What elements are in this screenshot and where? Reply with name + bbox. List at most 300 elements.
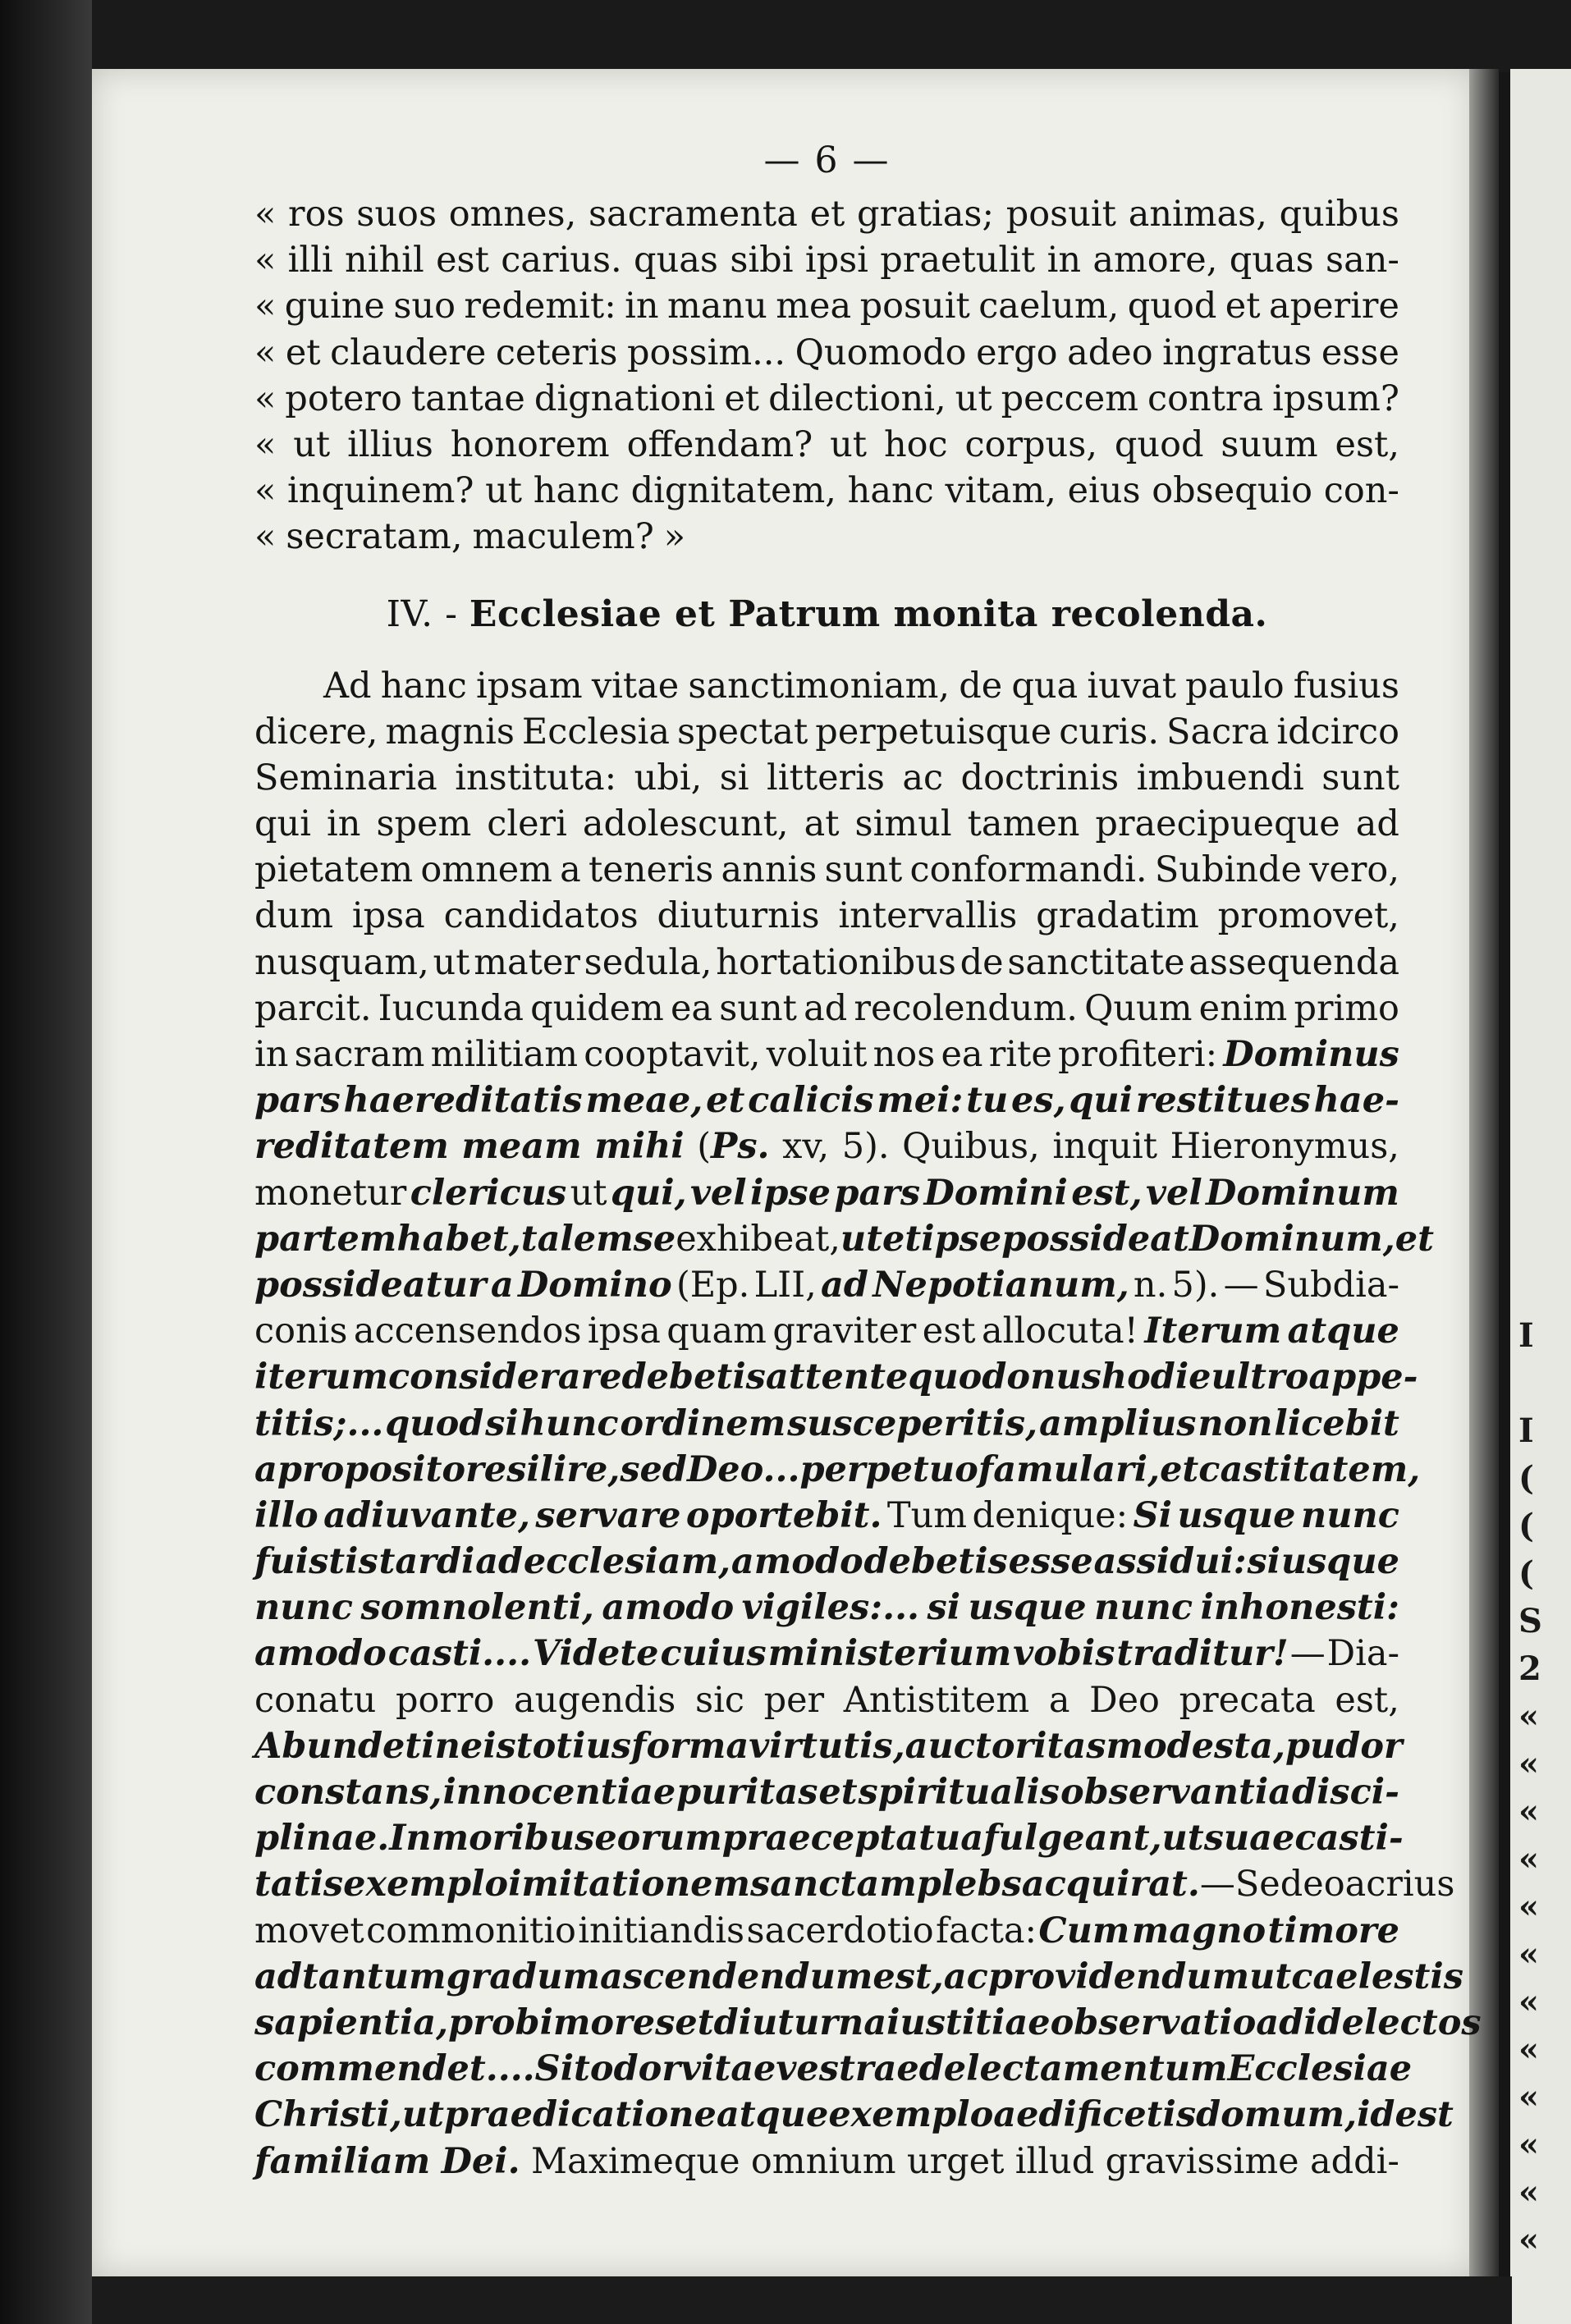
word: non [1198,1402,1273,1444]
word: illo [254,1494,318,1536]
word: ut [570,1172,607,1214]
word: et [818,1772,858,1813]
word: Hieronymus, [1170,1126,1399,1168]
word: praedicatione [444,2094,717,2136]
word: ubi, [634,757,703,798]
word: vel [1146,1172,1202,1214]
word: ad [1256,2001,1304,2043]
word: curis. [1059,711,1160,753]
word: fulgeant, [983,1818,1162,1860]
body-line [254,2092,1454,2138]
word: In [389,1818,432,1860]
body-line [254,2046,1413,2092]
word: — [1199,1864,1235,1905]
quote-line [254,283,1399,329]
word: praecepta [721,1818,919,1860]
word: initiandis [578,1910,745,1951]
body-line [254,1170,1399,1216]
word: litteris [767,757,885,798]
word: hanc [847,470,934,512]
word: maculem? [472,516,654,558]
body-line [254,940,1399,986]
word: Iterum [1144,1311,1282,1352]
word: paulo [1185,665,1285,707]
word: ad [821,1264,868,1306]
word: qui [1069,1080,1133,1122]
word: potero [285,377,402,419]
word: commonitio [366,1910,576,1951]
word: contra [1147,377,1264,419]
word: tu [966,1080,1009,1122]
word: vitam, [945,470,1056,512]
word: Dominum, [1189,1218,1395,1260]
word: ipse [749,1172,831,1214]
word: a [490,1264,514,1306]
word: ut [840,1218,883,1260]
word: et [809,194,845,235]
word: in [421,1725,460,1767]
word: dum [254,895,333,937]
word: guine [284,286,385,327]
word: conformandi. [909,849,1147,891]
word: debetis [863,1541,1008,1583]
word: « [254,240,277,281]
body-line [254,1216,1434,1262]
word: exemplo [828,2094,994,2136]
word: posuit [859,286,970,327]
word: at [804,803,840,845]
word: in [326,803,361,845]
word: con- [1323,470,1399,512]
word: ac [943,1956,988,1997]
word: sic [695,1679,744,1721]
word: ergo [976,332,1058,373]
word: vel [689,1172,747,1214]
word: mei: [877,1080,964,1122]
word: calicis [748,1080,874,1122]
word: est, [1335,423,1399,465]
word: et [1225,286,1261,327]
word: Abundet [254,1725,422,1767]
word: imitationem [508,1864,750,1905]
word: praetulit [880,240,1036,281]
body-line [254,1585,1399,1631]
word: pudor [1285,1725,1403,1767]
word: precata [1179,1679,1316,1721]
quotation-block [254,191,1399,560]
word: « [254,332,277,373]
word: denique: [972,1494,1129,1536]
word: iterum [254,1356,388,1398]
adjacent-page-glyph: « [1518,1697,1539,1736]
adjacent-page-glyph: « [1518,2078,1539,2116]
word: porro [395,1679,495,1721]
word: in [254,1034,289,1075]
word: Domino [517,1264,672,1306]
word: amplius [1038,1402,1197,1444]
section-dash: - [445,592,469,635]
word: susceperitis, [787,1402,1038,1444]
word: ut [1161,1818,1204,1860]
word: ipsam [475,665,583,707]
word: dignationi [534,377,716,419]
word: observatio [1050,2001,1257,2043]
word: odor [589,2048,681,2090]
word: recolendum. [854,987,1078,1029]
word: virtutis, [749,1725,905,1767]
word: qui [254,803,311,845]
scan-gutter-left [0,0,92,2324]
word: mater [474,941,580,983]
body-line [254,709,1399,755]
word: providendum [987,1956,1250,1997]
word: (Ep. [676,1264,750,1306]
word: mores [552,2001,676,2043]
word: meae, [585,1080,703,1122]
word: pietatem [254,849,414,891]
word: hodie [1101,1356,1211,1398]
body-line [254,1354,1418,1400]
body-line [254,755,1399,801]
word: tua [918,1818,984,1860]
word: plebs [916,1864,1022,1905]
scan-frame-top [0,0,1571,72]
word: idcirco [1276,711,1399,753]
word: clericus [410,1172,567,1214]
word: addi- [1309,2140,1399,2182]
word: Quomodo [795,332,967,373]
body-line [254,847,1399,893]
word: ecclesiam, [523,1541,731,1583]
body-line [254,1077,1399,1123]
word: Ecclesia [521,711,671,753]
word: inquinem? [287,470,474,512]
word: puritas [676,1772,818,1813]
word: iustitiae [886,2001,1051,2043]
word: Tum [886,1494,968,1536]
word: familiam [254,2140,431,2182]
word: ipsi [804,240,868,281]
word: a [254,1448,277,1490]
word: meam [461,1126,582,1168]
word: obsequio [1152,470,1313,512]
word: omnem [420,849,552,891]
word: reditatem [254,1126,449,1168]
word: vitae [591,665,680,707]
word: aperire [1268,286,1399,327]
word: Sacra [1166,711,1270,753]
word: spiritualis [858,1772,1060,1813]
word: sunt [1321,757,1399,798]
word: claudere [330,332,487,373]
word: Si [1133,1494,1172,1536]
word: modesta, [1106,1725,1285,1767]
word: fuistis [254,1541,378,1583]
word: assequenda [1189,941,1399,983]
adjacent-page-edge [1510,69,1571,2324]
adjacent-page-glyph: « [1518,2173,1539,2212]
word: moribus [431,1818,595,1860]
word: tatis [254,1864,344,1905]
body-line [254,1539,1399,1585]
section-heading [254,593,1399,635]
word: vero, [1309,849,1399,891]
word: parcit. [254,987,372,1029]
word: ut [293,423,331,465]
word: diuturna [713,2001,887,2043]
adjacent-page-glyph: « [1518,1887,1539,1926]
word: et [1160,1448,1199,1490]
word: atque [1287,1311,1399,1352]
word: militiam [430,1034,579,1075]
word: « [254,194,277,235]
word: « [254,377,277,419]
word: sunt [719,987,797,1029]
word: posuit [1005,194,1116,235]
word: redemit: [464,286,616,327]
word: innocentiae [442,1772,676,1813]
body-line [254,1631,1399,1677]
word: animas, [1128,194,1267,235]
word: et [675,2001,714,2043]
word: est [922,1311,976,1352]
word: perpetuisque [815,711,1052,753]
quote-line [254,468,1399,514]
word: omnes, [448,194,577,235]
word: cleri [487,803,567,845]
word: Ecclesiae [1227,2048,1413,2090]
word: ut [485,470,523,512]
word: hunc [520,1402,619,1444]
word: es, [1011,1080,1066,1122]
word: habet, [396,1218,521,1260]
word: nunc [254,1587,353,1629]
word: et [285,332,321,373]
adjacent-page-glyph: ( [1518,1507,1534,1545]
word: inquit [1052,1126,1158,1168]
word: » [663,516,686,558]
quote-line [254,422,1399,468]
word: eius [1067,470,1141,512]
word: omnium [750,2140,896,2182]
word: suum [1221,423,1318,465]
word: si [927,1587,961,1629]
word: dilectioni, [768,377,946,419]
word: gravissime [1105,2140,1299,2182]
word: « [254,423,277,465]
word: sunt [824,849,903,891]
word: ad [475,1541,524,1583]
body-line [254,986,1399,1032]
word: perpetuo [799,1448,978,1490]
word: restitues [1135,1080,1311,1122]
word: casti- [1294,1818,1404,1860]
word: sibi [730,240,794,281]
section-number: IV. [386,592,446,635]
word: licebit [1274,1402,1399,1444]
word: praecipueque [1095,803,1340,845]
word: et [882,1218,922,1260]
word: Deo... [686,1448,800,1490]
word: Domini [923,1172,1068,1214]
word: quibus [1279,194,1399,235]
word: caelum, [978,286,1120,327]
word: haereditatis [343,1080,583,1122]
adjacent-page-glyph: « [1518,2030,1539,2069]
word: ea [670,987,713,1029]
word: ipsa [351,895,425,937]
word: esse [1321,332,1399,373]
word: commendet.... [254,2048,535,2090]
word: amodo [254,1633,387,1675]
word: LII, [753,1264,817,1306]
body-line [254,1723,1403,1769]
word: gratias; [857,194,994,235]
body-line [254,1908,1399,1954]
word: amodo [602,1587,735,1629]
word: ordinem [620,1402,786,1444]
word: conis [254,1311,348,1352]
word: hortationibus [716,941,956,983]
word: xv, [782,1126,830,1168]
word: ut [1249,1956,1292,1997]
word: Iucunda [378,987,524,1029]
word: oportebit. [685,1494,882,1536]
word: augendis [514,1679,676,1721]
word: mea [776,286,852,327]
word: « [254,286,277,327]
word: enim [1198,987,1288,1029]
word: pars [834,1172,921,1214]
word: forma [630,1725,749,1767]
word: conatu [254,1679,377,1721]
word: talem [520,1218,634,1260]
word: sanctam [749,1864,917,1905]
word: quod [1114,423,1204,465]
word: magnis [385,711,515,753]
word: eis [460,1725,516,1767]
word: assidui: [1093,1541,1247,1583]
word: ingratus [1162,332,1312,373]
word: et [706,1080,745,1122]
word: 5). [841,1126,890,1168]
word: usque [1280,1541,1399,1583]
word: adiuvante, [323,1494,530,1536]
word: Maximeque [530,2140,740,2182]
word: Nepotianum, [873,1264,1129,1306]
word: gradum [446,1956,600,1997]
quote-line [254,514,1399,560]
body-line [254,801,1399,847]
word: sacerdotio [746,1910,934,1951]
body-line [254,1401,1399,1447]
word: ad [254,1956,302,1997]
word: urget [906,2140,1005,2182]
body-line [254,663,1399,709]
word: de [960,941,1004,983]
word: amodo [731,1541,863,1583]
word: qui, [610,1172,687,1214]
quote-line [254,237,1399,283]
body-line [254,1262,1399,1308]
page-binding-shadow [1469,69,1499,2285]
word: usque [968,1587,1087,1629]
word: suae [1203,1818,1295,1860]
word: Dominum [1206,1172,1399,1214]
word: ac [902,757,944,798]
word: n. [1133,1264,1168,1306]
word: ea [941,1034,983,1075]
scan-frame-bottom [92,2276,1512,2324]
word: profiteri: [1057,1034,1218,1075]
word: primo [1294,987,1399,1029]
word: amore, [1092,240,1218,281]
word: appe- [1308,1356,1418,1398]
word: ministerium [767,1633,1012,1675]
body-line [254,2000,1482,2046]
body-line [254,1954,1463,2000]
word: de [959,665,1003,707]
word: et [1395,1218,1434,1260]
word: imbuendi [1136,757,1304,798]
word: nusquam, [254,941,429,983]
word: id [1303,2001,1342,2043]
body-line [254,893,1399,939]
word: partem [254,1218,397,1260]
word: observantia [1060,1772,1292,1813]
word: domum, [1196,2094,1358,2136]
word: offendam? [626,423,813,465]
word: possideatur [254,1264,487,1306]
word: possim... [627,332,786,373]
word: nunc [1094,1587,1193,1629]
word: ros [288,194,345,235]
word: idest [1357,2094,1454,2136]
word: titis;... [254,1402,384,1444]
word: ipse [921,1218,1002,1260]
word: quas [634,240,718,281]
body-line [254,1308,1399,1354]
word: est, [1335,1679,1399,1721]
word: hoc [883,423,948,465]
adjacent-page-glyph: « [1518,1745,1539,1783]
word: adeo [1067,332,1153,373]
word: acquirat. [1021,1864,1200,1905]
word: secratam, [286,516,463,558]
word: voluit [766,1034,868,1075]
word: Subinde [1154,849,1302,891]
word: vobis [1013,1633,1115,1675]
word: fusius [1293,665,1399,707]
word: si [1247,1541,1281,1583]
word: et [724,377,760,419]
word: exemplo [343,1864,509,1905]
word: Sit [534,2048,590,2090]
word: inhonesti: [1200,1587,1399,1629]
word: Quibus, [902,1126,1040,1168]
word: se [633,1218,676,1260]
word: candidatos [443,895,639,937]
word: quam [666,1311,767,1352]
word: tantum [301,1956,447,1997]
page-number: — 6 — [763,140,891,181]
word: Sed [1234,1864,1303,1905]
body-line [254,1493,1399,1539]
word: usque [1177,1494,1296,1536]
word: proposito [277,1448,466,1490]
body-line [254,2139,1399,2184]
word: quod [385,1402,484,1444]
